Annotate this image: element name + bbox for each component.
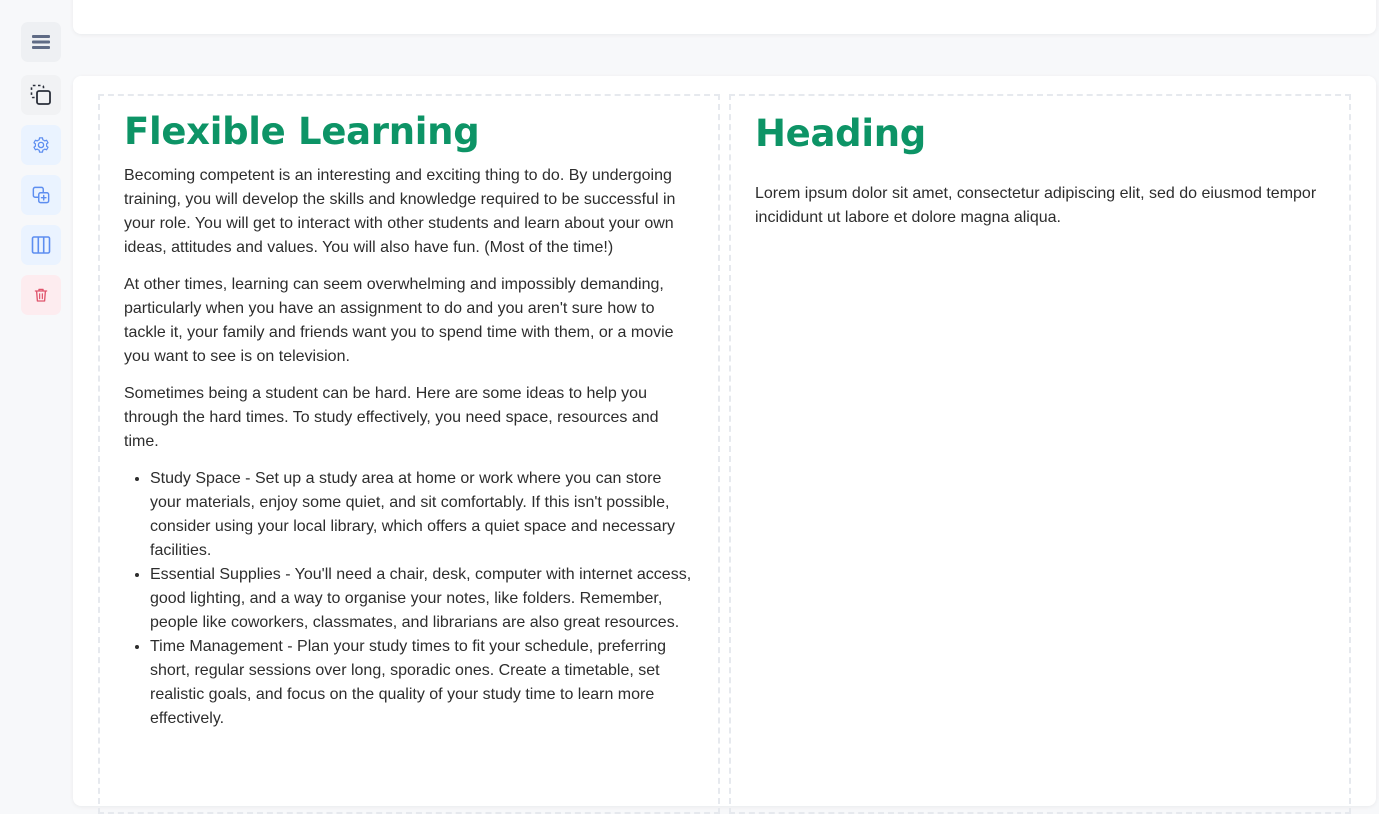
left-heading[interactable]: Flexible Learning <box>124 110 480 153</box>
tips-list <box>124 467 694 731</box>
hamburger-menu-icon <box>32 34 50 50</box>
duplicate-icon <box>32 186 50 204</box>
select-button[interactable] <box>21 75 61 115</box>
trash-icon <box>33 287 49 303</box>
top-section-card[interactable] <box>73 0 1376 34</box>
left-paragraph-3[interactable]: Sometimes being a student can be hard. Here are some ideas to help you through the hard times. To study effectively, you need space, resources and time. <box>124 385 659 450</box>
list-item[interactable]: • Essential Supplies - You'll need a chair, desk, computer with internet access, good lighting, and a way to organise your notes, like folders. Remember, people like coworkers, classmates, and librarians are also great resources. <box>150 563 694 635</box>
right-paragraph[interactable]: Lorem ipsum dolor sit amet, consectetur adipiscing elit, sed do eiusmod tempor incididunt ut labore et dolore magna aliqua. <box>755 185 1317 226</box>
editor-toolbar <box>21 22 61 325</box>
right-column[interactable] <box>729 94 1351 814</box>
right-column-content <box>755 112 1325 243</box>
left-paragraph-1[interactable]: Becoming competent is an interesting and exciting thing to do. By undergoing training, you will develop the skills and knowledge required to be successful in your role. You will get to interact with other students and learn about your own ideas, attitudes and values. You will also have fun. (Most of the time!) <box>124 167 676 256</box>
delete-button[interactable] <box>21 275 61 315</box>
right-heading[interactable]: Heading <box>755 112 926 155</box>
columns-button[interactable] <box>21 225 61 265</box>
select-copy-icon <box>30 84 52 106</box>
list-item[interactable]: • Study Space - Set up a study area at home or work where you can store your materials, enjoy some quiet, and sit comfortably. If this isn't possible, consider using your local library, which offers a quiet space and necessary facilities. <box>150 467 694 563</box>
left-column[interactable] <box>98 94 720 814</box>
left-column-content <box>124 110 694 731</box>
columns-icon <box>31 235 51 255</box>
duplicate-button[interactable] <box>21 175 61 215</box>
content-section-card[interactable] <box>73 76 1376 806</box>
list-item[interactable]: • Time Management - Plan your study times to fit your schedule, preferring short, regular sessions over long, sporadic ones. Create a timetable, set realistic goals, and focus on the quality of your study time to learn more effectively. <box>150 635 694 731</box>
gear-icon <box>32 136 50 154</box>
left-paragraph-2[interactable]: At other times, learning can seem overwhelming and impossibly demanding, particularly when you have an assignment to do and you aren't sure how to tackle it, your family and friends want you to spend time with them, or a movie you want to see is on television. <box>124 276 674 365</box>
settings-button[interactable] <box>21 125 61 165</box>
menu-button[interactable] <box>21 22 61 62</box>
